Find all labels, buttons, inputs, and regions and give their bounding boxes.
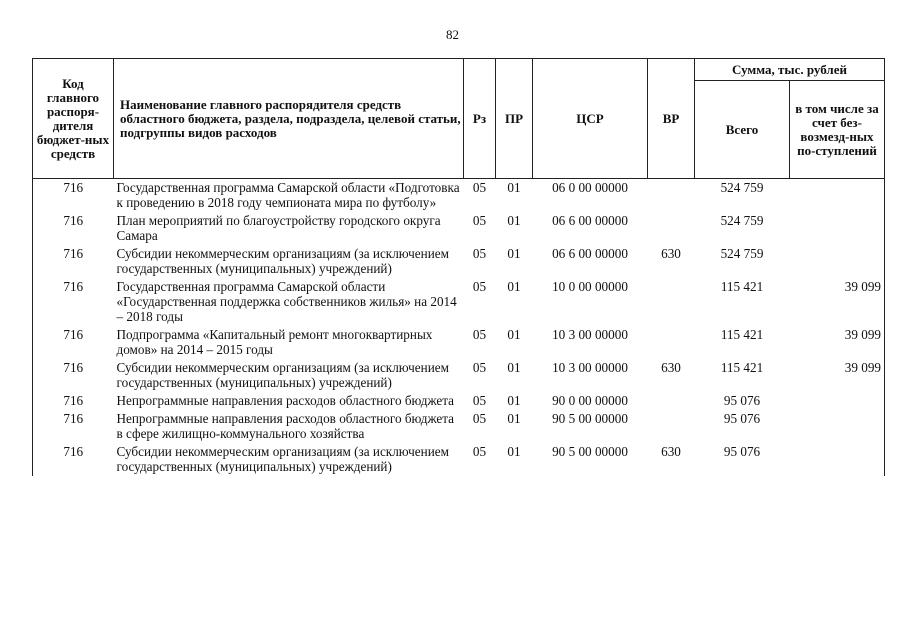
cell-pr: 01: [507, 327, 521, 342]
cell-total: 95 076: [723, 444, 761, 459]
cell-vr: 630: [661, 444, 681, 459]
cell-total: 115 421: [720, 360, 764, 375]
cell-name: Государственная программа Самарской области «Подготовка к проведению в 2018 году чемпионата мира по футболу»: [116, 180, 460, 210]
cell-code: 716: [33, 245, 114, 278]
cell-name: Субсидии некоммерческим организациям (за исключением государственных (муниципальных) учреждений): [116, 360, 449, 390]
cell-rz: 05: [472, 327, 487, 342]
cell-name: Подпрограмма «Капитальный ремонт многоквартирных домов» на 2014 – 2015 годы: [116, 327, 433, 357]
cell-pr: 01: [507, 444, 521, 459]
cell-incl: [790, 245, 885, 278]
cell-csr: 90 5 00 00000: [552, 411, 628, 426]
table-header: [33, 59, 885, 179]
cell-code: 716: [33, 179, 114, 213]
cell-total: 115 421: [720, 327, 764, 342]
cell-name: Непрограммные направления расходов областного бюджета в сфере жилищно-коммунального хозяйства: [116, 411, 455, 441]
cell-rz: 05: [472, 411, 487, 426]
table-row: [33, 443, 885, 476]
cell-total: 115 421: [720, 279, 764, 294]
header-total: Всего: [695, 81, 790, 179]
cell-csr: 06 0 00 00000: [552, 180, 628, 195]
cell-pr: 01: [507, 411, 521, 426]
table-row: [33, 326, 885, 359]
cell-pr: 01: [507, 246, 521, 261]
cell-csr: 10 3 00 00000: [552, 360, 628, 375]
cell-name: Государственная программа Самарской области «Государственная поддержка собственников жилья» на 2014 – 2018 годы: [116, 279, 457, 324]
cell-code: 716: [33, 326, 114, 359]
table-body: [33, 179, 885, 477]
cell-name: Субсидии некоммерческим организациям (за исключением государственных (муниципальных) учреждений): [116, 444, 449, 474]
cell-vr: [648, 326, 695, 359]
cell-vr: [648, 278, 695, 326]
table-row: [33, 278, 885, 326]
budget-table: [32, 58, 885, 476]
cell-code: 716: [33, 278, 114, 326]
cell-vr: [648, 410, 695, 443]
page-number: 82: [446, 27, 459, 42]
cell-incl: [790, 392, 885, 410]
cell-csr: 90 5 00 00000: [552, 444, 628, 459]
cell-rz: 05: [472, 246, 487, 261]
cell-incl: 39 099: [790, 278, 885, 326]
cell-pr: 01: [507, 393, 521, 408]
cell-total: 524 759: [720, 180, 764, 195]
cell-incl: 39 099: [790, 359, 885, 392]
cell-code: 716: [33, 359, 114, 392]
cell-total: 95 076: [723, 393, 761, 408]
cell-total: 524 759: [720, 246, 764, 261]
cell-vr: [648, 392, 695, 410]
cell-code: 716: [33, 392, 114, 410]
header-pr: ПР: [496, 59, 533, 179]
cell-incl: [790, 212, 885, 245]
header-code: Код главного распоря-дителя бюджет-ных средств: [33, 59, 114, 179]
cell-rz: 05: [472, 180, 487, 195]
cell-pr: 01: [507, 213, 521, 228]
cell-rz: 05: [472, 213, 487, 228]
table-row: [33, 179, 885, 213]
cell-csr: 10 0 00 00000: [552, 279, 628, 294]
header-rz: Рз: [464, 59, 496, 179]
cell-vr: 630: [661, 360, 681, 375]
cell-name: Непрограммные направления расходов областного бюджета: [116, 393, 455, 408]
header-vr: ВР: [648, 59, 695, 179]
cell-code: 716: [33, 443, 114, 476]
cell-pr: 01: [507, 180, 521, 195]
cell-pr: 01: [507, 279, 521, 294]
cell-total: 524 759: [720, 213, 764, 228]
cell-rz: 05: [472, 444, 487, 459]
cell-csr: 06 6 00 00000: [552, 246, 628, 261]
table-row: [33, 410, 885, 443]
cell-rz: 05: [472, 360, 487, 375]
cell-incl: [790, 443, 885, 476]
header-sum-group: Сумма, тыс. рублей: [695, 59, 885, 81]
cell-incl: [790, 179, 885, 213]
cell-name: План мероприятий по благоустройству городского округа Самара: [116, 213, 441, 243]
table-row: [33, 245, 885, 278]
table-row: [33, 212, 885, 245]
cell-rz: 05: [472, 279, 487, 294]
cell-code: 716: [33, 212, 114, 245]
cell-csr: 90 0 00 00000: [552, 393, 628, 408]
header-csr: ЦСР: [533, 59, 648, 179]
cell-vr: 630: [661, 246, 681, 261]
cell-vr: [648, 179, 695, 213]
cell-csr: 10 3 00 00000: [552, 327, 628, 342]
cell-incl: 39 099: [790, 326, 885, 359]
cell-pr: 01: [507, 360, 521, 375]
cell-csr: 06 6 00 00000: [552, 213, 628, 228]
header-name: Наименование главного распорядителя средств областного бюджета, раздела, подраздела, целевой статьи, подгруппы видов расходов: [114, 59, 464, 179]
cell-code: 716: [33, 410, 114, 443]
table-row: [33, 392, 885, 410]
cell-total: 95 076: [723, 411, 761, 426]
cell-incl: [790, 410, 885, 443]
header-incl: в том числе за счет без-возмезд-ных по-ступлений: [790, 81, 885, 179]
table-row: [33, 359, 885, 392]
cell-name: Субсидии некоммерческим организациям (за исключением государственных (муниципальных) учреждений): [116, 246, 449, 276]
cell-rz: 05: [472, 393, 487, 408]
cell-vr: [648, 212, 695, 245]
